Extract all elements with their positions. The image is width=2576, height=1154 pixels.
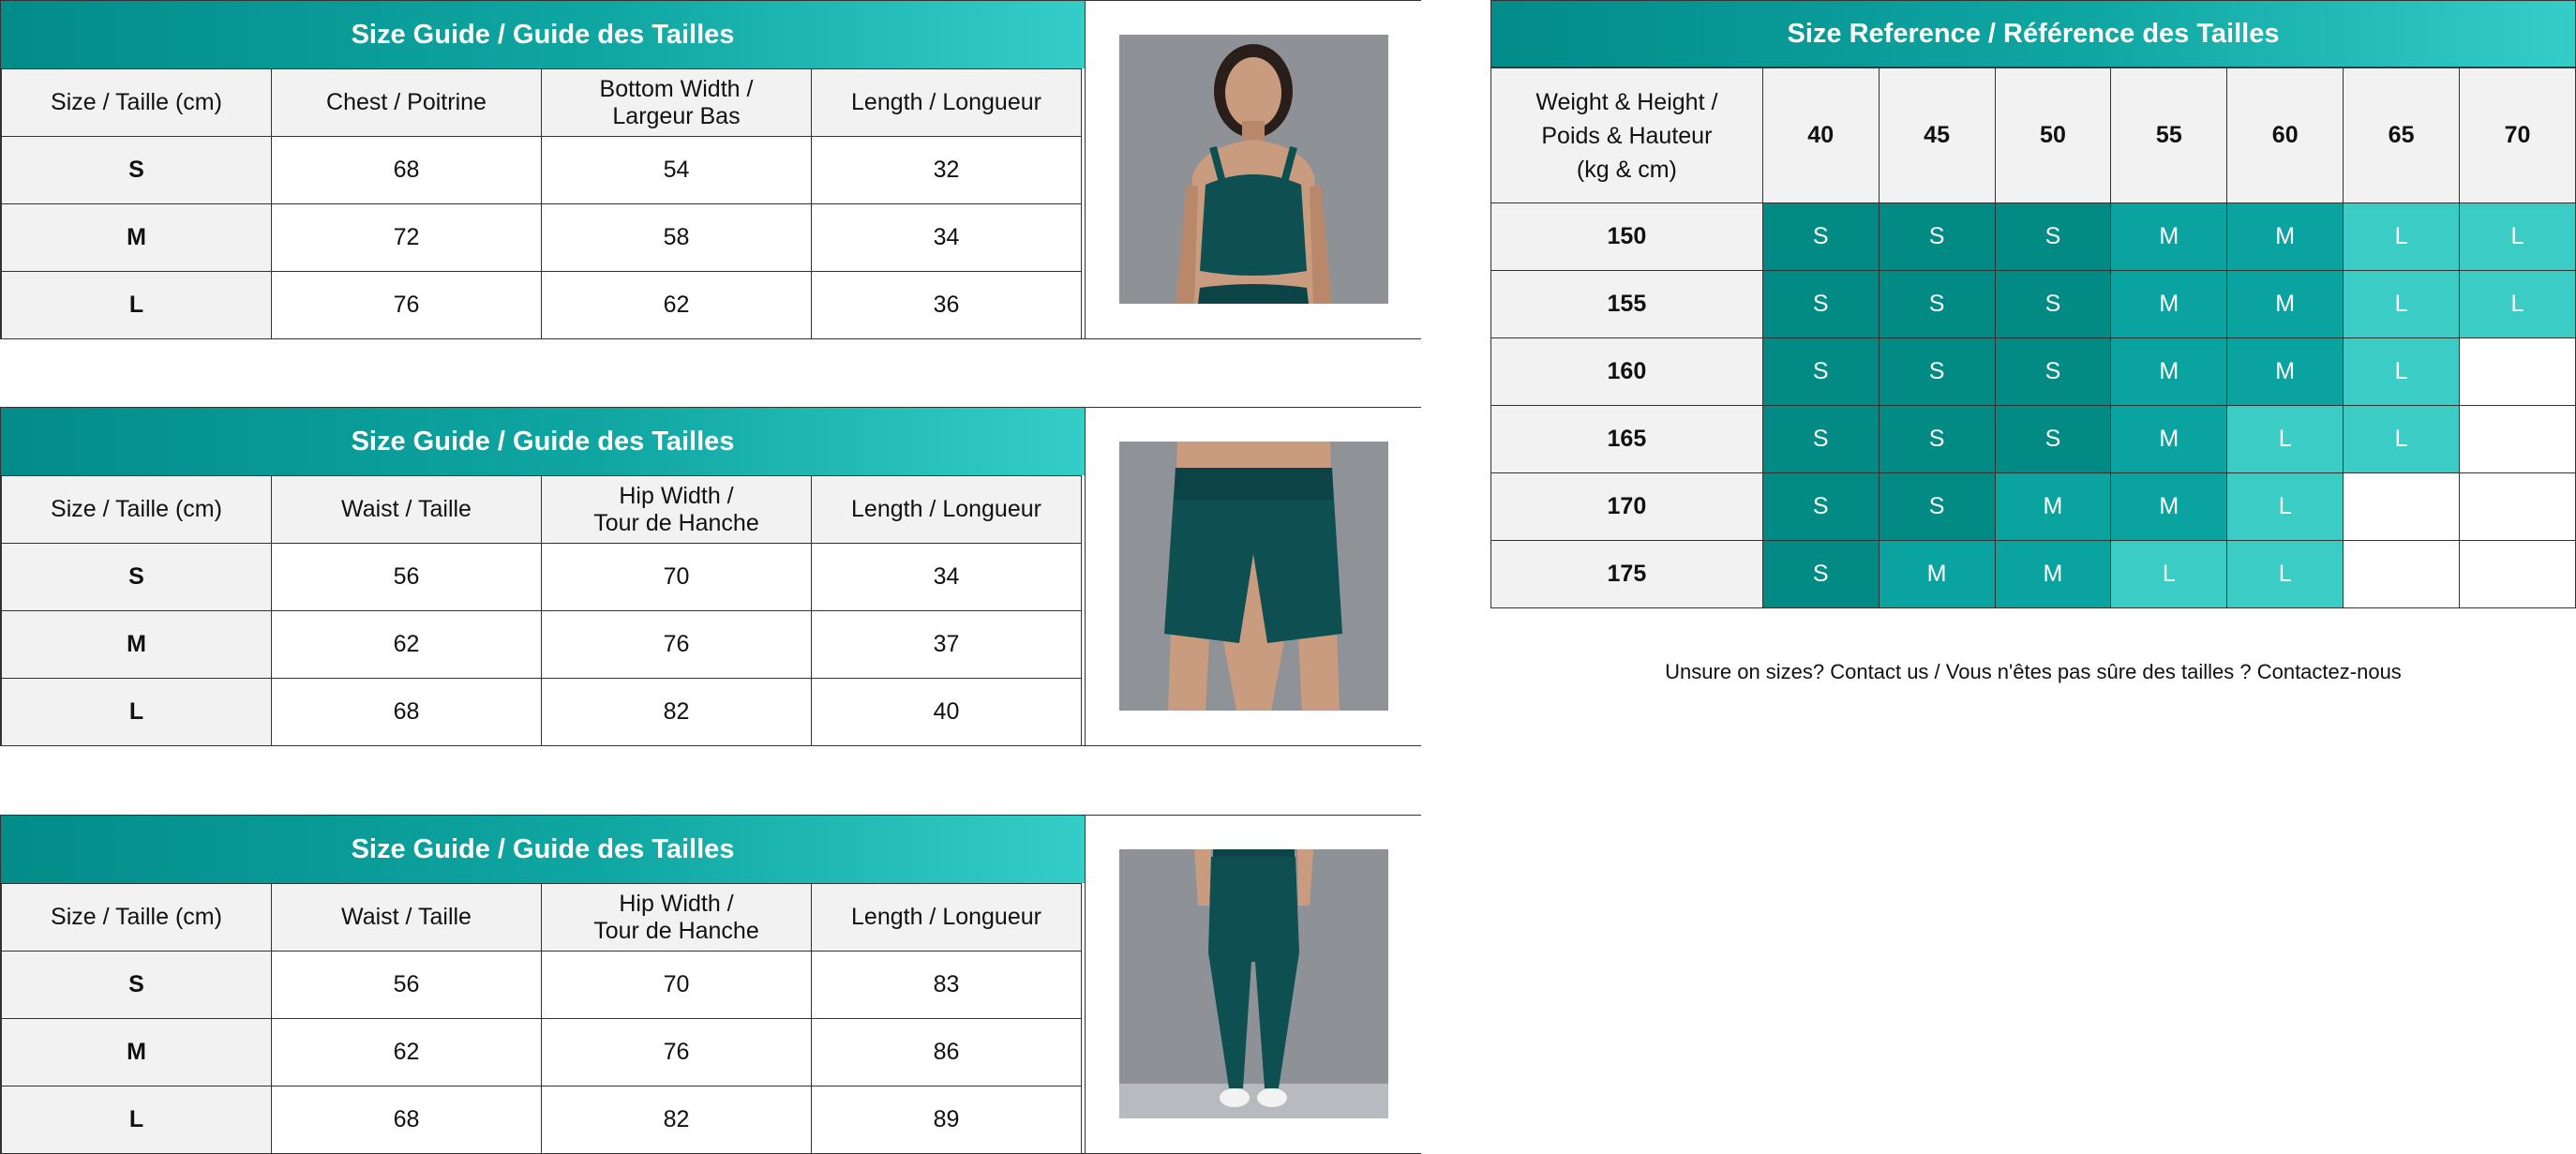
size-cell: S [1762, 541, 1879, 608]
empty-cell [2460, 541, 2576, 608]
measurement-cell: 70 [542, 544, 812, 611]
size-cell: S [1762, 473, 1879, 541]
size-cell: M [2227, 338, 2344, 406]
weight-header: 70 [2460, 68, 2576, 203]
size-guide-title: Size Guide / Guide des Tailles [1, 816, 1085, 883]
empty-cell [2460, 338, 2576, 406]
size-label: M [2, 1019, 272, 1087]
size-guide-title: Size Guide / Guide des Tailles [1, 1, 1085, 68]
height-label: 155 [1491, 271, 1763, 338]
weight-height-corner: Weight & Height / Poids & Hauteur (kg & cm) [1491, 68, 1763, 203]
weight-header: 65 [2344, 68, 2460, 203]
measurement-cell: 86 [812, 1019, 1082, 1087]
column-header: Length / Longueur [812, 476, 1082, 544]
leggings-photo [1119, 849, 1388, 1118]
size-cell: L [2344, 406, 2460, 473]
empty-cell [2460, 473, 2576, 541]
size-cell: M [1879, 541, 1995, 608]
measurement-cell: 68 [272, 137, 542, 204]
size-reference-table [1490, 67, 2576, 608]
height-label: 165 [1491, 406, 1763, 473]
size-guide-table [1, 68, 1082, 339]
measurement-cell: 83 [812, 952, 1082, 1019]
measurement-cell: 82 [542, 1087, 812, 1154]
table-row [2, 137, 1082, 204]
size-label: S [2, 952, 272, 1019]
measurement-cell: 82 [542, 679, 812, 746]
measurement-cell: 56 [272, 952, 542, 1019]
table-header-row [2, 69, 1082, 137]
size-cell: S [1762, 271, 1879, 338]
measurement-cell: 34 [812, 204, 1082, 272]
size-cell: S [1995, 271, 2111, 338]
table-header-row [2, 476, 1082, 544]
table-row [2, 679, 1082, 746]
measurement-cell: 68 [272, 679, 542, 746]
measurement-cell: 54 [542, 137, 812, 204]
size-cell: M [2111, 473, 2227, 541]
size-cell: L [2227, 406, 2344, 473]
column-header: Length / Longueur [812, 884, 1082, 952]
size-guide-3 [0, 815, 1421, 1154]
size-cell: L [2344, 203, 2460, 271]
measurement-cell: 40 [812, 679, 1082, 746]
column-header: Size / Taille (cm) [2, 884, 272, 952]
table-row [1491, 338, 2576, 406]
size-reference-title: Size Reference / Référence des Tailles [1490, 0, 2576, 67]
size-cell: S [1995, 338, 2111, 406]
empty-cell [2344, 473, 2460, 541]
measurement-cell: 56 [272, 544, 542, 611]
height-label: 160 [1491, 338, 1763, 406]
measurement-cell: 34 [812, 544, 1082, 611]
size-guide-table [1, 883, 1082, 1154]
column-header: Size / Taille (cm) [2, 476, 272, 544]
table-row [1491, 271, 2576, 338]
empty-cell [2344, 541, 2460, 608]
table-row [2, 952, 1082, 1019]
size-label: M [2, 204, 272, 272]
weight-header: 50 [1995, 68, 2111, 203]
table-row [1491, 406, 2576, 473]
table-row [2, 611, 1082, 679]
size-label: S [2, 137, 272, 204]
measurement-cell: 70 [542, 952, 812, 1019]
column-header: Bottom Width / Largeur Bas [542, 69, 812, 137]
size-cell: L [2344, 338, 2460, 406]
measurement-cell: 58 [542, 204, 812, 272]
measurement-cell: 62 [272, 611, 542, 679]
measurement-cell: 89 [812, 1087, 1082, 1154]
product-photo-cell [1085, 1, 1421, 338]
contact-note: Unsure on sizes? Contact us / Vous n'êtes pas sûre des tailles ? Contactez-nous [1665, 660, 2402, 683]
column-header: Chest / Poitrine [272, 69, 542, 137]
size-cell: M [2111, 338, 2227, 406]
size-label: L [2, 1087, 272, 1154]
measurement-cell: 76 [542, 1019, 812, 1087]
size-cell: S [1995, 203, 2111, 271]
size-cell: S [1879, 406, 1995, 473]
table-row [1491, 203, 2576, 271]
size-cell: M [1995, 473, 2111, 541]
measurement-cell: 32 [812, 137, 1082, 204]
shorts-photo [1119, 442, 1388, 711]
measurement-cell: 36 [812, 272, 1082, 339]
column-header: Waist / Taille [272, 476, 542, 544]
size-cell: L [2111, 541, 2227, 608]
size-cell: S [1995, 406, 2111, 473]
table-header-row [2, 884, 1082, 952]
measurement-cell: 62 [272, 1019, 542, 1087]
column-header: Length / Longueur [812, 69, 1082, 137]
size-guide-1 [0, 0, 1421, 339]
column-header: Hip Width / Tour de Hanche [542, 884, 812, 952]
size-label: L [2, 679, 272, 746]
table-row [2, 544, 1082, 611]
height-label: 170 [1491, 473, 1763, 541]
height-label: 150 [1491, 203, 1763, 271]
table-row [2, 272, 1082, 339]
weight-header: 60 [2227, 68, 2344, 203]
size-cell: S [1762, 406, 1879, 473]
size-cell: L [2227, 541, 2344, 608]
sports-bra-photo [1119, 35, 1388, 304]
weight-header: 45 [1879, 68, 1995, 203]
size-guide-title: Size Guide / Guide des Tailles [1, 408, 1085, 475]
table-row [1491, 473, 2576, 541]
size-cell: M [2111, 203, 2227, 271]
size-cell: S [1762, 338, 1879, 406]
table-row [1491, 541, 2576, 608]
weight-header-row [1491, 68, 2576, 203]
measurement-cell: 62 [542, 272, 812, 339]
size-reference-panel [1490, 0, 2576, 609]
size-label: L [2, 272, 272, 339]
size-cell: L [2460, 203, 2576, 271]
table-row [2, 1087, 1082, 1154]
size-cell: M [1995, 541, 2111, 608]
size-label: S [2, 544, 272, 611]
weight-header: 40 [1762, 68, 1879, 203]
column-header: Hip Width / Tour de Hanche [542, 476, 812, 544]
empty-cell [2460, 406, 2576, 473]
weight-header: 55 [2111, 68, 2227, 203]
size-cell: L [2460, 271, 2576, 338]
measurement-cell: 76 [542, 611, 812, 679]
product-photo-cell [1085, 408, 1421, 745]
size-label: M [2, 611, 272, 679]
measurement-cell: 68 [272, 1087, 542, 1154]
size-cell: S [1879, 271, 1995, 338]
product-photo-cell [1085, 816, 1421, 1153]
size-guide-table [1, 475, 1082, 746]
size-cell: S [1879, 473, 1995, 541]
size-cell: M [2227, 203, 2344, 271]
table-row [2, 1019, 1082, 1087]
size-cell: S [1879, 338, 1995, 406]
column-header: Size / Taille (cm) [2, 69, 272, 137]
size-cell: M [2111, 406, 2227, 473]
size-cell: M [2111, 271, 2227, 338]
measurement-cell: 72 [272, 204, 542, 272]
size-cell: S [1762, 203, 1879, 271]
measurement-cell: 76 [272, 272, 542, 339]
size-cell: S [1879, 203, 1995, 271]
size-guide-2 [0, 407, 1421, 746]
size-cell: L [2344, 271, 2460, 338]
size-cell: L [2227, 473, 2344, 541]
column-header: Waist / Taille [272, 884, 542, 952]
size-cell: M [2227, 271, 2344, 338]
table-row [2, 204, 1082, 272]
height-label: 175 [1491, 541, 1763, 608]
measurement-cell: 37 [812, 611, 1082, 679]
